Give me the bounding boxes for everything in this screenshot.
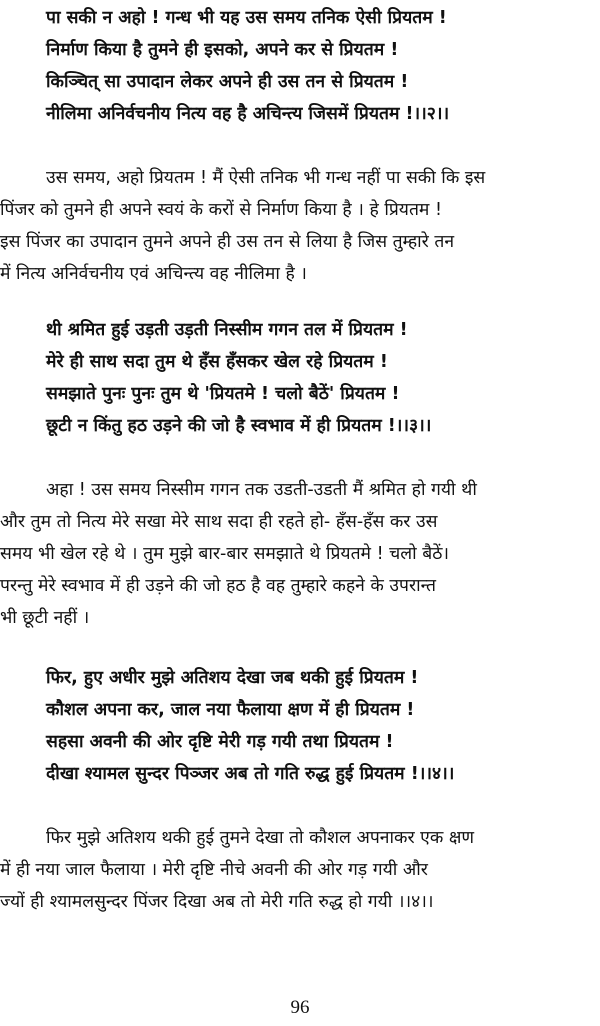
verse-stanza-3: [46, 314, 586, 442]
prose-line: भी छूटी नहीं ।: [0, 608, 90, 628]
prose-line: और तुम तो नित्य मेरे सखा मेरे साथ सदा ही रहते हो- हँस-हँस कर उस: [0, 512, 438, 532]
verse-line: मेरे ही साथ सदा तुम थे हँस हँसकर खेल रहे प्रियतम !: [46, 352, 388, 372]
verse-line: निर्माण किया है तुमने ही इसको, अपने कर से प्रियतम !: [46, 40, 399, 60]
prose-line: में नित्य अनिर्वचनीय एवं अचिन्त्य वह नीलिमा है ।: [0, 264, 307, 284]
prose-line: में ही नया जाल फैलाया । मेरी दृष्टि नीचे अवनी की ओर गड़ गयी और: [0, 860, 428, 880]
prose-line: उस समय, अहो प्रियतम ! मैं ऐसी तनिक भी गन्ध नहीं पा सकी कि इस: [46, 168, 486, 188]
prose-line: अहा ! उस समय निस्सीम गगन तक उडती-उडती मैं श्रमित हो गयी थी: [46, 480, 477, 500]
verse-line: समझाते पुनः पुनः तुम थे 'प्रियतमे ! चलो बैठें' प्रियतम !: [46, 384, 400, 404]
verse-line: किञ्चित् सा उपादान लेकर अपने ही उस तन से प्रियतम !: [46, 72, 409, 92]
verse-stanza-2: [46, 2, 586, 130]
page-number: 96: [290, 997, 310, 1018]
prose-line: फिर मुझे अतिशय थकी हुई तुमने देखा तो कौशल अपनाकर एक क्षण: [46, 828, 475, 848]
prose-paragraph-3: [0, 474, 596, 634]
verse-line: दीखा श्यामल सुन्दर पिञ्जर अब तो गति रुद्ध हुई प्रियतम !।।४।।: [46, 764, 455, 784]
verse-line: फिर, हुए अधीर मुझे अतिशय देखा जब थकी हुई प्रियतम !: [46, 668, 419, 688]
prose-line: इस पिंजर का उपादान तुमने अपने ही उस तन से लिया है जिस तुम्हारे तन: [0, 232, 455, 252]
verse-line: सहसा अवनी की ओर दृष्टि मेरी गड़ गयी तथा प्रियतम !: [46, 732, 394, 752]
prose-line: परन्तु मेरे स्वभाव में ही उड़ने की जो हठ है वह तुम्हारे कहने के उपरान्त: [0, 576, 436, 596]
prose-line: ज्यों ही श्यामलसुन्दर पिंजर दिखा अब तो मेरी गति रुद्ध हो गयी ।।४।।: [0, 892, 434, 912]
verse-line: कौशल अपना कर, जाल नया फैलाया क्षण में ही प्रियतम !: [46, 700, 415, 720]
verse-line: पा सकी न अहो ! गन्ध भी यह उस समय तनिक ऐसी प्रियतम !: [46, 8, 447, 28]
prose-paragraph-4: [0, 822, 596, 918]
verse-line: छूटी न किंतु हठ उड़ने की जो है स्वभाव में ही प्रियतम !।।३।।: [46, 416, 432, 436]
verse-line: नीलिमा अनिर्वचनीय नित्य वह है अचिन्त्य जिसमें प्रियतम !।।२।।: [46, 104, 450, 124]
prose-paragraph-2: [0, 162, 596, 290]
prose-line: समय भी खेल रहे थे । तुम मुझे बार-बार समझाते थे प्रियतमे ! चलो बैठें।: [0, 544, 450, 564]
verse-stanza-4: [46, 662, 586, 790]
prose-line: पिंजर को तुमने ही अपने स्वयं के करों से निर्माण किया है । हे प्रियतम !: [0, 200, 442, 220]
verse-line: थी श्रमित हुई उड़ती उड़ती निस्सीम गगन तल में प्रियतम !: [46, 320, 408, 340]
